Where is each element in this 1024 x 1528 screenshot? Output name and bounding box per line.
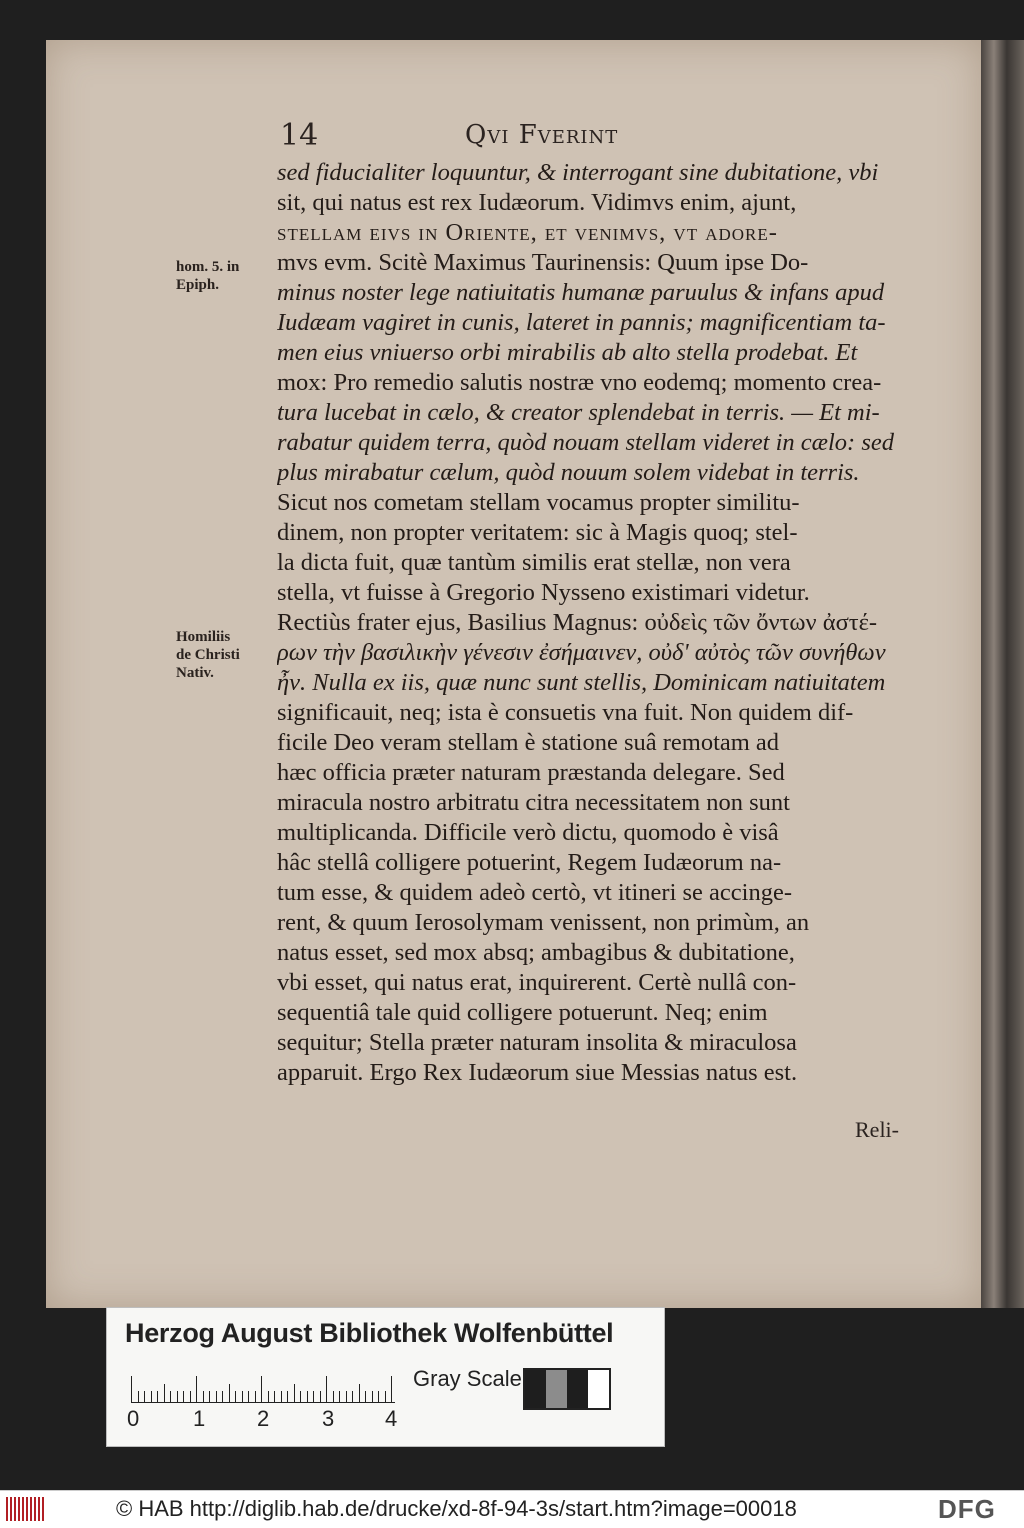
text-line: apparuit. Ergo Rex Iudæorum siue Messias natus est. [277, 1059, 798, 1086]
ruler-tick [359, 1384, 360, 1402]
ruler-tick [229, 1384, 230, 1402]
ruler-number: 4 [385, 1406, 398, 1431]
ruler-tick [333, 1391, 334, 1402]
ruler-number: 2 [257, 1406, 270, 1431]
page-number: 14 [280, 118, 319, 153]
margin-note-line: de Christi [176, 647, 240, 663]
gray-swatch [546, 1370, 567, 1408]
ruler-tick [365, 1391, 366, 1402]
text-line: sed fiducialiter loquuntur, & interrogant sine dubitatione, vbi [277, 159, 879, 186]
dfg-logo: DFG [938, 1494, 996, 1524]
text-line: Iudæam vagiret in cunis, lateret in pannis; magnificentiam ta- [277, 309, 886, 336]
ruler-tick [313, 1391, 314, 1402]
ruler-tick [170, 1391, 171, 1402]
ruler-tick [307, 1391, 308, 1402]
ruler-tick [261, 1376, 262, 1402]
running-title: Qvi Fverint [465, 120, 619, 150]
ruler-tick [326, 1376, 327, 1402]
gray-swatch [525, 1370, 546, 1408]
ruler-tick [287, 1391, 288, 1402]
text-line: significauit, neq; ista è consuetis vna fuit. Non quidem dif- [277, 699, 854, 726]
ruler-tick [385, 1391, 386, 1402]
text-line: plus mirabatur cælum, quòd nouum solem videbat in terris. [277, 459, 860, 486]
text-line: stellam eivs in Oriente, et venimvs, vt adore- [277, 219, 778, 246]
catchword: Reli- [855, 1117, 899, 1142]
hab-logo-icon [6, 1497, 46, 1521]
color-ruler-card [106, 1307, 665, 1447]
margin-note-line: Homiliis [176, 629, 231, 645]
text-line: ἦν. Nulla ex iis, quæ nunc sunt stellis, Dominicam natiuitatem [277, 669, 886, 696]
library-name: Herzog August Bibliothek Wolfenbüttel [125, 1318, 614, 1348]
text-line: rabatur quidem terra, quòd nouam stellam videret in cælo: sed [277, 429, 894, 456]
gray-scale-label: Gray Scale [413, 1366, 522, 1391]
page-header [280, 118, 930, 156]
ruler-tick [177, 1391, 178, 1402]
text-line: ficile Deo veram stellam è statione suâ remotam ad [277, 729, 780, 756]
text-line: sit, qui natus est rex Iudæorum. Vidimvs enim, ajunt, [277, 189, 797, 216]
ruler-tick [242, 1391, 243, 1402]
text-line: multiplicanda. Difficile verò dictu, quomodo è visâ [277, 819, 779, 846]
ruler-tick [281, 1391, 282, 1402]
text-line: dinem, non propter veritatem: sic à Magis quoq; stel- [277, 519, 798, 546]
ruler-tick [190, 1391, 191, 1402]
text-line: natus esset, sed mox absq; ambagibus & dubitatione, [277, 939, 795, 966]
measurement-ruler [131, 1374, 395, 1403]
text-line: mvs evm. Scitè Maximus Taurinensis: Quum ipse Do- [277, 249, 809, 276]
text-line: Rectiùs frater ejus, Basilius Magnus: οὐδεὶς τῶν ὄντων ἀστέ- [277, 609, 878, 636]
ruler-tick [346, 1391, 347, 1402]
ruler-tick [300, 1391, 301, 1402]
ruler-tick [216, 1391, 217, 1402]
margin-note-homily [176, 258, 239, 294]
ruler-tick [294, 1384, 295, 1402]
margin-note-homiliis [176, 628, 240, 682]
text-line: ρων τὴν βασιλικὴν γένεσιν ἐσήμαινεν, οὐδ' αὐτὸς τῶν συνήθων [277, 639, 886, 666]
ruler-tick [391, 1376, 392, 1402]
text-line: rent, & quum Ierosolymam venissent, non primùm, an [277, 909, 810, 936]
text-line: minus noster lege natiuitatis humanæ paruulus & infans apud [277, 279, 885, 306]
ruler-tick [157, 1391, 158, 1402]
text-line: Sicut nos cometam stellam vocamus propter similitu- [277, 489, 800, 516]
ruler-number: 1 [193, 1406, 206, 1431]
ruler-tick [320, 1391, 321, 1402]
text-line: sequitur; Stella præter naturam insolita & miraculosa [277, 1029, 797, 1056]
margin-note-line: Nativ. [176, 665, 214, 681]
ruler-tick [203, 1391, 204, 1402]
text-line: la dicta fuit, quæ tantùm similis erat stellæ, non vera [277, 549, 791, 576]
gray-scale-swatches [523, 1368, 611, 1410]
ruler-tick [196, 1376, 197, 1402]
ruler-tick [138, 1391, 139, 1402]
text-line: miracula nostro arbitratu citra necessitatem non sunt [277, 789, 790, 816]
ruler-tick [164, 1384, 165, 1402]
ruler-tick [378, 1391, 379, 1402]
footer-bar [0, 1490, 1024, 1528]
margin-note-line: hom. 5. in [176, 259, 240, 275]
ruler-tick [144, 1391, 145, 1402]
gray-swatch [567, 1370, 588, 1408]
ruler-tick [131, 1376, 132, 1402]
text-line: hæc officia præter naturam præstanda delegare. Sed [277, 759, 785, 786]
text-line: stella, vt fuisse à Gregorio Nysseno existimari videtur. [277, 579, 810, 606]
ruler-tick [222, 1391, 223, 1402]
ruler-tick [372, 1391, 373, 1402]
ruler-number: 0 [127, 1406, 140, 1431]
ruler-tick [235, 1391, 236, 1402]
ruler-tick [183, 1391, 184, 1402]
text-line: tura lucebat in cælo, & creator splendebat in terris. — Et mi- [277, 399, 880, 426]
ruler-tick [255, 1391, 256, 1402]
ruler-tick [268, 1391, 269, 1402]
text-line: men eius vniuerso orbi mirabilis ab alto stella prodebat. Et [277, 339, 858, 366]
text-line: hâc stellâ colligere potuerint, Regem Iudæorum na- [277, 849, 782, 876]
margin-note-line: Epiph. [176, 277, 219, 293]
ruler-tick [274, 1391, 275, 1402]
ruler-number: 3 [322, 1406, 335, 1431]
text-line: mox: Pro remedio salutis nostræ vno eodemq; momento crea- [277, 369, 882, 396]
text-line: tum esse, & quidem adeò certò, vt itineri se accinge- [277, 879, 793, 906]
text-line: vbi esset, qui natus erat, inquirerent. Certè nullâ con- [277, 969, 797, 996]
gray-swatch [588, 1370, 609, 1408]
body-text [277, 158, 937, 1088]
text-line: sequentiâ tale quid colligere potuerunt. Neq; enim [277, 999, 768, 1026]
ruler-tick [248, 1391, 249, 1402]
copyright-link[interactable]: © HAB http://diglib.hab.de/drucke/xd-8f-94-3s/start.htm?image=00018 [116, 1496, 797, 1521]
ruler-tick [151, 1391, 152, 1402]
ruler-tick [352, 1391, 353, 1402]
ruler-tick [339, 1391, 340, 1402]
book-binding-edge [981, 40, 1024, 1308]
ruler-tick [209, 1391, 210, 1402]
